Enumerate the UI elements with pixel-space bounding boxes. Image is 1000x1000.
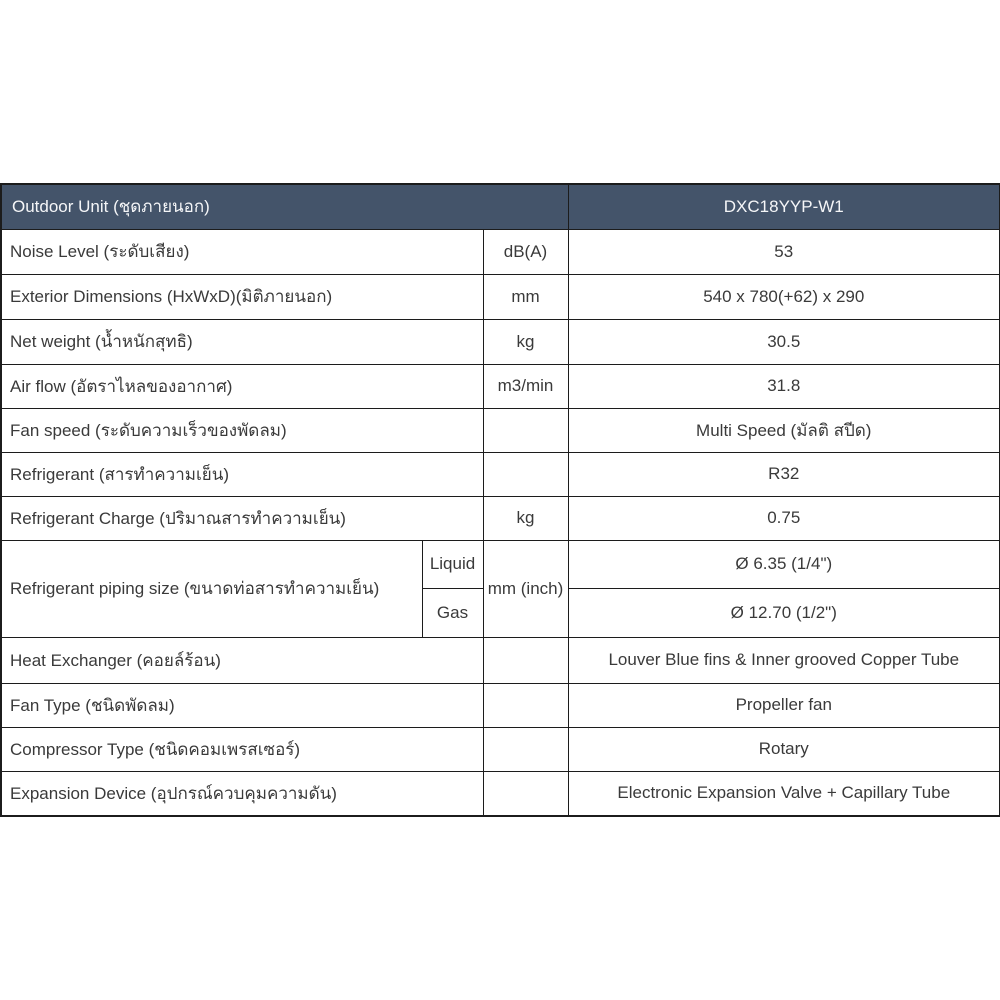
row-value: Propeller fan [568, 683, 1000, 727]
row-value: 31.8 [568, 364, 1000, 408]
row-label: Air flow (อัตราไหลของอากาศ) [1, 364, 483, 408]
row-unit [483, 408, 568, 452]
row-label: Expansion Device (อุปกรณ์ควบคุมความดัน) [1, 771, 483, 816]
row-label: Net weight (น้ำหนักสุทธิ) [1, 319, 483, 364]
row-noise-level [1, 229, 1000, 274]
row-heat-exchanger [1, 637, 1000, 683]
row-compressor-type [1, 727, 1000, 771]
row-fan-type [1, 683, 1000, 727]
row-label: Heat Exchanger (คอยล์ร้อน) [1, 637, 483, 683]
outdoor-unit-spec-table [0, 183, 1000, 817]
row-unit: kg [483, 319, 568, 364]
row-unit [483, 771, 568, 816]
row-unit [483, 637, 568, 683]
row-refrigerant [1, 452, 1000, 496]
row-label: Refrigerant (สารทำความเย็น) [1, 452, 483, 496]
row-unit [483, 683, 568, 727]
piping-phase-liquid: Liquid [422, 540, 483, 588]
row-label: Fan Type (ชนิดพัดลม) [1, 683, 483, 727]
row-value: Ø 6.35 (1/4") [568, 540, 1000, 588]
row-value: R32 [568, 452, 1000, 496]
row-unit: m3/min [483, 364, 568, 408]
row-air-flow [1, 364, 1000, 408]
row-label: Noise Level (ระดับเสียง) [1, 229, 483, 274]
row-label: Refrigerant Charge (ปริมาณสารทำความเย็น) [1, 496, 483, 540]
row-unit [483, 452, 568, 496]
row-unit: dB(A) [483, 229, 568, 274]
piping-phase-gas: Gas [422, 588, 483, 637]
row-value: Multi Speed (มัลติ สปีด) [568, 408, 1000, 452]
row-unit: kg [483, 496, 568, 540]
row-unit: mm [483, 274, 568, 319]
row-piping-liquid [1, 540, 1000, 588]
row-expansion-device [1, 771, 1000, 816]
row-value: Electronic Expansion Valve + Capillary Tube [568, 771, 1000, 816]
row-exterior-dimensions [1, 274, 1000, 319]
row-label: Compressor Type (ชนิดคอมเพรสเซอร์) [1, 727, 483, 771]
table-title: Outdoor Unit (ชุดภายนอก) [1, 184, 568, 229]
row-unit [483, 727, 568, 771]
row-net-weight [1, 319, 1000, 364]
row-refrigerant-charge [1, 496, 1000, 540]
row-value: 53 [568, 229, 1000, 274]
table-header-row [1, 184, 1000, 229]
row-fan-speed [1, 408, 1000, 452]
model-number: DXC18YYP-W1 [568, 184, 1000, 229]
row-value: Louver Blue fins & Inner grooved Copper Tube [568, 637, 1000, 683]
row-unit: mm (inch) [483, 540, 568, 637]
row-label: Refrigerant piping size (ขนาดท่อสารทำความเย็น) [1, 540, 422, 637]
row-value: Ø 12.70 (1/2") [568, 588, 1000, 637]
row-label: Fan speed (ระดับความเร็วของพัดลม) [1, 408, 483, 452]
row-label: Exterior Dimensions (HxWxD)(มิติภายนอก) [1, 274, 483, 319]
row-value: 0.75 [568, 496, 1000, 540]
row-value: 540 x 780(+62) x 290 [568, 274, 1000, 319]
row-value: Rotary [568, 727, 1000, 771]
row-value: 30.5 [568, 319, 1000, 364]
